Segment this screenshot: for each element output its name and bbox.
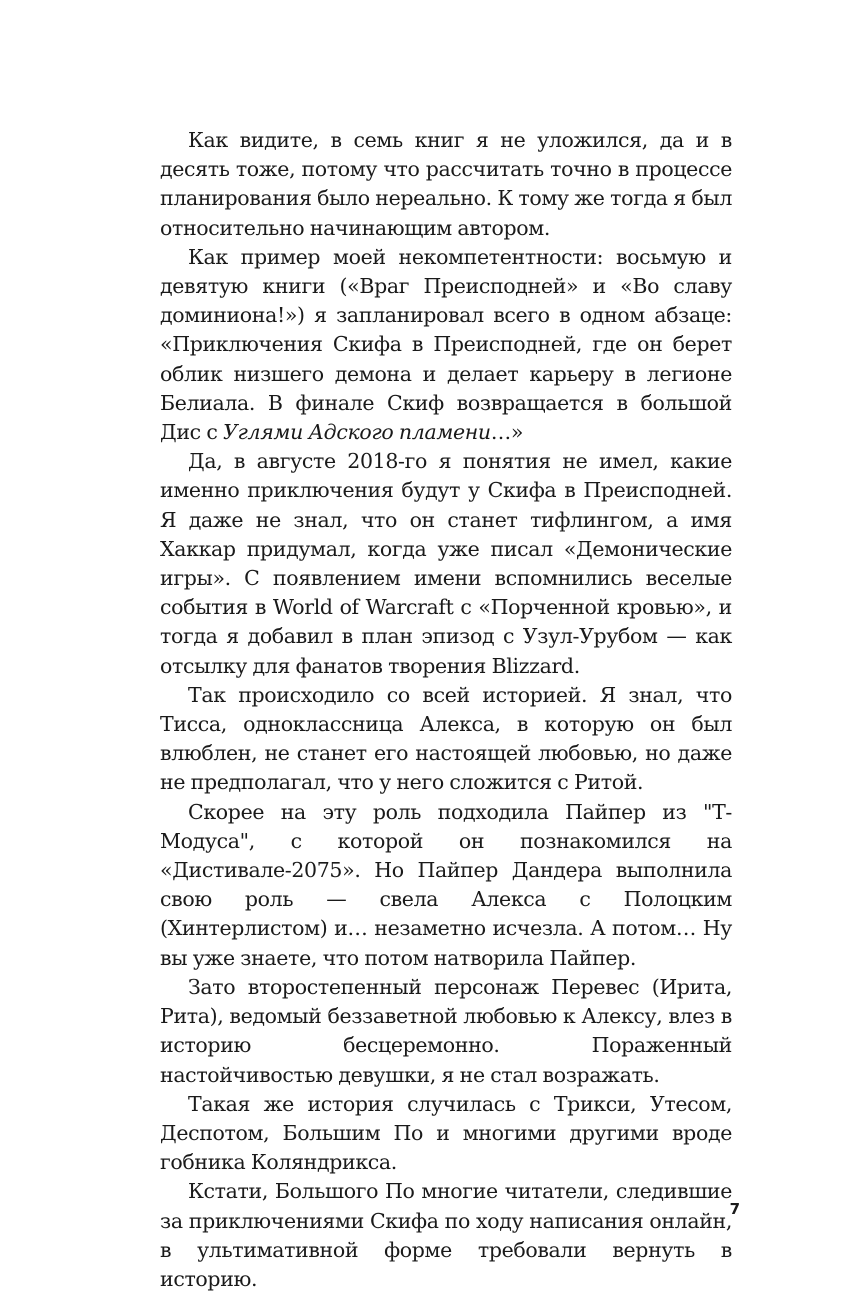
paragraph-2-ending: …» [490, 420, 524, 445]
paragraph-2-text: Как пример моей некомпетентности: восьмую и девятую книги («Враг Преисподней» и «Во славу доминиона!») я запланировал всего в одном абзаце: «Приключения Скифа в Преисподней, где он берет облик низшего демона и делает карьеру в легионе Белиала. В финале Скиф возвращается в большой Дис с [160, 244, 732, 445]
paragraph-3: Да, в августе 2018-го я понятия не имел, какие именно приключения будут у Скифа в Преисподней. Я даже не знал, что он станет тифлингом, а имя Хаккар придумал, когда уже писал «Демонические игры». С появлением имени вспомнились веселые события в World of Warcraft с «Порченной кровью», и тогда я добавил в план эпизод с Узул-Урубом — как отсылку для фанатов творения Blizzard. [160, 449, 732, 678]
page-number: 7 [729, 1200, 740, 1218]
book-title-italic: Углями Адского пламени [223, 420, 491, 445]
paragraph-8: Кстати, Большого По многие читатели, следившие за приключениями Скифа по ходу написания онлайн, в ультимативной форме требовали вернуть в историю. [160, 1179, 732, 1291]
paragraph-2 [160, 243, 732, 447]
paragraph-1: Как видите, в семь книг я не уложился, да и в десять тоже, потому что рассчитать точно в процессе планирования было нереально. К тому же тогда я был относительно начинающим автором. [160, 128, 732, 240]
paragraph-5: Скорее на эту роль подходила Пайпер из "Т-Модуса", с которой он познакомился на «Дистивале-2075». Но Пайпер Дандера выполнила свою роль — свела Алекса с Полоцким (Хинтерлистом) и… незаметно исчезла. А потом… Ну вы уже знаете, что потом натворила Пайпер. [160, 799, 732, 970]
paragraph-7: Такая же история случилась с Трикси, Утесом, Деспотом, Большим По и многими другими вроде гобника Коляндрикса. [160, 1091, 732, 1175]
paragraph-4: Так происходило со всей историей. Я знал, что Тисса, одноклассница Алекса, в которую он был влюблен, не станет его настоящей любовью, но даже не предполагал, что у него сложится с Ритой. [160, 682, 732, 795]
paragraph-6: Зато второстепенный персонаж Перевес (Ирита, Рита), ведомый беззаветной любовью к Алексу, влез в историю бесцеремонно. Пораженный настойчивостью девушки, я не стал возражать. [160, 974, 732, 1087]
page-text-block [160, 126, 732, 1294]
